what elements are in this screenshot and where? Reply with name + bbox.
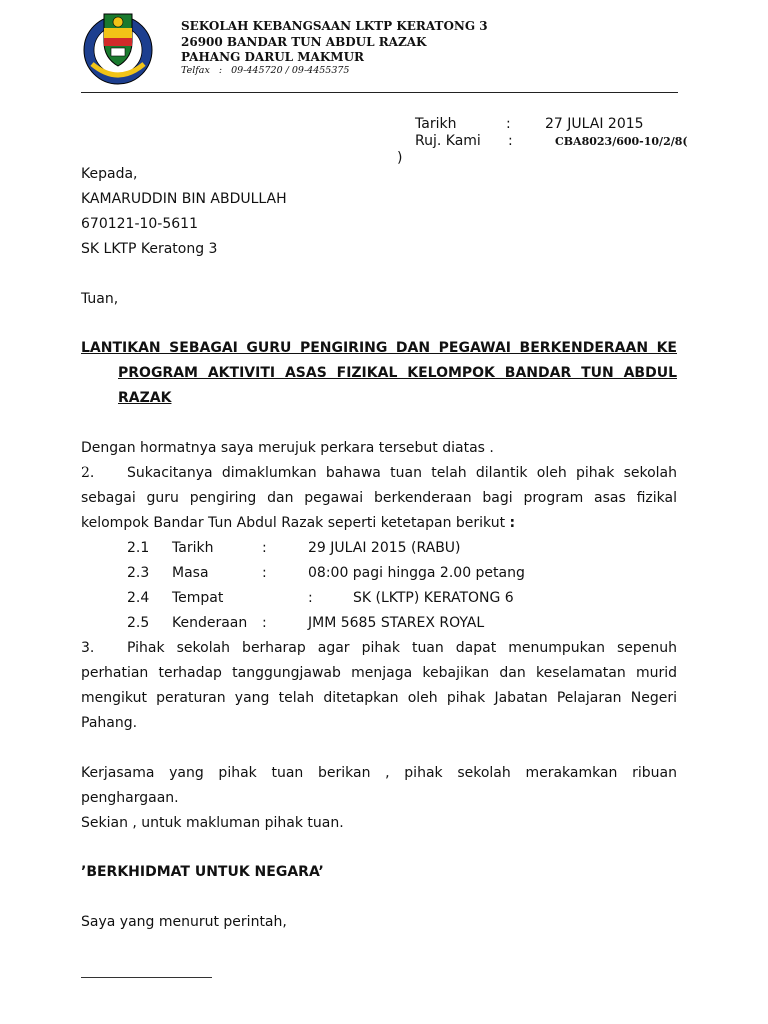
detail-label-4: Kenderaan <box>172 615 248 631</box>
para2-line2 <box>81 486 677 511</box>
opening-line: Dengan hormatnya saya merujuk perkara tersebut diatas . <box>81 440 494 456</box>
subject-line-3: RAZAK <box>118 390 172 406</box>
ref-label: Ruj. Kami <box>415 133 481 149</box>
detail-num-3: 2.4 <box>127 590 150 606</box>
para2-line1-text: Sukacitanya dimaklumkan bahawa tuan telah dilantik oleh pihak sekolah <box>127 465 677 481</box>
para3-line1-text: Pihak sekolah berharap agar pihak tuan dapat menumpukan sepenuh <box>127 640 677 656</box>
detail-label-1: Tarikh <box>172 540 214 556</box>
recipient-name: KAMARUDDIN BIN ABDULLAH <box>81 191 287 207</box>
para2-line3-text: kelompok Bandar Tun Abdul Razak seperti ketetapan berikut <box>81 515 506 531</box>
date-label: Tarikh <box>415 116 457 132</box>
detail-sep-1: : <box>262 540 267 556</box>
detail-value-1: 29 JULAI 2015 (RABU) <box>308 540 461 556</box>
para5: Sekian , untuk makluman pihak tuan. <box>81 815 344 831</box>
para3-line3 <box>81 686 677 711</box>
ref-value: CBA8023/600-10/2/8( <box>555 135 688 148</box>
detail-sep-3: : <box>308 590 313 606</box>
telfax-line <box>181 65 349 76</box>
detail-sep-2: : <box>262 565 267 581</box>
school-crest-logo <box>78 6 158 86</box>
detail-sep-4: : <box>262 615 267 631</box>
detail-value-2: 08:00 pagi hingga 2.00 petang <box>308 565 525 581</box>
para4-line2: penghargaan. <box>81 790 179 806</box>
letter-subject <box>81 336 677 411</box>
school-state: PAHANG DARUL MAKMUR <box>181 50 365 64</box>
signature-line <box>81 977 212 978</box>
subject-line-2: PROGRAM AKTIVITI ASAS FIZIKAL KELOMPOK BANDAR TUN ABDUL <box>118 365 677 381</box>
school-name: SEKOLAH KEBANGSAAN LKTP KERATONG 3 <box>181 19 488 33</box>
date-separator: : <box>506 116 511 132</box>
para2-line2-text: sebagai guru pengiring dan pegawai berkenderaan bagi program asas fizikal <box>81 490 677 506</box>
detail-num-4: 2.5 <box>127 615 150 631</box>
recipient-greeting: Kepada, <box>81 166 138 182</box>
detail-value-3: SK (LKTP) KERATONG 6 <box>353 590 514 606</box>
para2-line1 <box>127 461 677 486</box>
para3-line3-text: mengikut peraturan yang telah ditetapkan oleh pihak Jabatan Pelajaran Negeri <box>81 690 677 706</box>
motto: ’BERKHIDMAT UNTUK NEGARA’ <box>81 864 324 880</box>
header-divider <box>81 92 678 93</box>
para3-line2 <box>81 661 677 686</box>
school-address: 26900 BANDAR TUN ABDUL RAZAK <box>181 35 427 49</box>
para2-line3 <box>81 511 515 536</box>
para3-number: 3. <box>81 640 95 656</box>
para2-number: 2. <box>81 465 95 481</box>
sign-off: Saya yang menurut perintah, <box>81 914 287 930</box>
para4-line1 <box>81 761 677 786</box>
detail-num-1: 2.1 <box>127 540 150 556</box>
telfax-value: 09-445720 / 09-4455375 <box>231 65 350 76</box>
recipient-school: SK LKTP Keratong 3 <box>81 241 218 257</box>
para3-line2-text: perhatian terhadap tanggungjawab menjaga kebajikan dan keselamatan murid <box>81 665 677 681</box>
ref-wrap: ) <box>397 150 403 166</box>
recipient-id: 670121-10-5611 <box>81 216 198 232</box>
telfax-separator: : <box>218 65 223 76</box>
para2-colon: : <box>509 515 516 531</box>
para3-line1 <box>127 636 677 661</box>
telfax-label: Telfax <box>181 65 210 76</box>
detail-num-2: 2.3 <box>127 565 150 581</box>
salutation: Tuan, <box>81 291 119 307</box>
ref-separator: : <box>508 133 513 149</box>
para4-line1-text: Kerjasama yang pihak tuan berikan , pihak sekolah merakamkan ribuan <box>81 765 677 781</box>
detail-label-2: Masa <box>172 565 209 581</box>
para3-line4: Pahang. <box>81 715 138 731</box>
detail-value-4: JMM 5685 STAREX ROYAL <box>308 615 485 631</box>
detail-label-3: Tempat <box>172 590 224 606</box>
date-value: 27 JULAI 2015 <box>545 116 644 132</box>
subject-line-1: LANTIKAN SEBAGAI GURU PENGIRING DAN PEGAWAI BERKENDERAAN KE <box>81 340 677 356</box>
